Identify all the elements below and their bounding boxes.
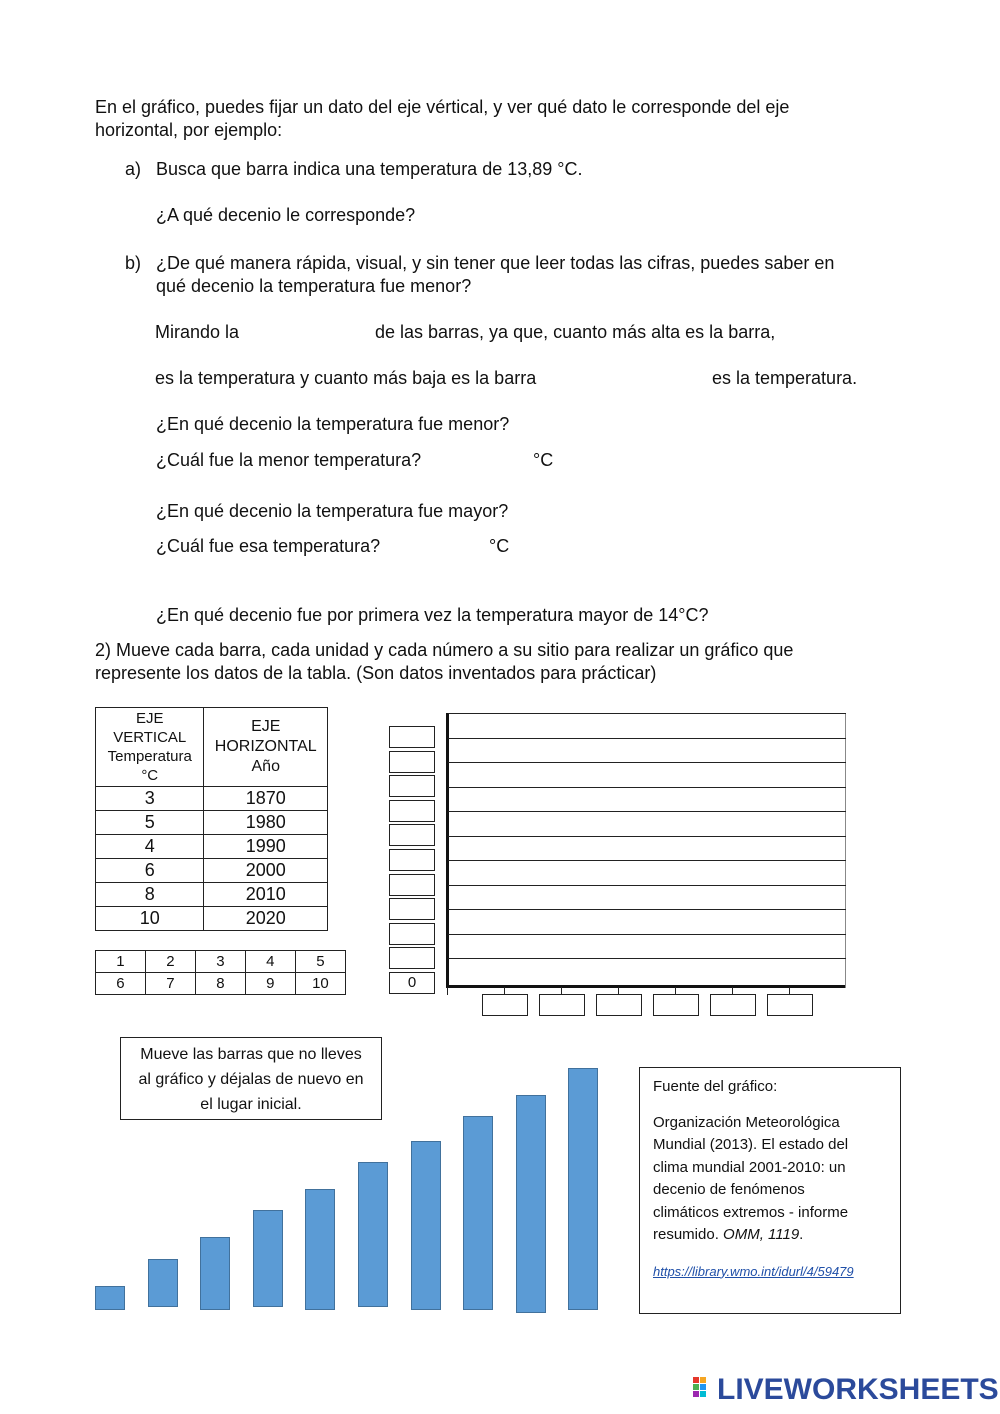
source-line: Organización Meteorológica <box>653 1113 840 1131</box>
chart-gridline <box>448 860 846 861</box>
unit-celsius-2: °C <box>489 536 510 556</box>
y-label-slot[interactable] <box>389 751 435 773</box>
number-tile[interactable]: 6 <box>96 973 146 995</box>
y-label-zero: 0 <box>389 972 435 994</box>
table-cell: 1990 <box>204 835 328 859</box>
answer-blank-1[interactable] <box>250 318 368 344</box>
instruction-line: al gráfico y déjalas de nuevo en <box>138 1071 364 1088</box>
chart-gridline <box>448 713 846 714</box>
source-line: climáticos extremos - informe <box>653 1203 849 1221</box>
draggable-bar[interactable] <box>358 1162 388 1307</box>
liveworksheets-logo-icon <box>693 1377 715 1401</box>
answer-blank-2[interactable] <box>566 364 706 390</box>
table-cell: 3 <box>96 787 204 811</box>
y-label-slot[interactable] <box>389 726 435 748</box>
instruction-line: el lugar inicial. <box>200 1096 302 1113</box>
table-row <box>96 859 328 883</box>
table-header-vertical: EJE VERTICAL Temperatura °C <box>96 708 204 787</box>
x-label-slot[interactable] <box>482 994 528 1016</box>
question-b-label: b) <box>125 253 142 273</box>
table-row <box>96 787 328 811</box>
number-tile[interactable]: 4 <box>245 951 295 973</box>
source-line: resumido. OMM, 1119. <box>653 1226 804 1243</box>
x-label-slot[interactable] <box>710 994 756 1016</box>
draggable-bar[interactable] <box>516 1095 546 1313</box>
table-row <box>96 883 328 907</box>
question-primera-vez: ¿En qué decenio fue por primera vez la temperatura mayor de 14°C? <box>156 605 709 625</box>
table-row <box>96 907 328 931</box>
table-row <box>96 835 328 859</box>
x-axis-tick <box>561 987 562 995</box>
instruction-box <box>120 1037 382 1120</box>
y-label-slot[interactable] <box>389 849 435 871</box>
question-mayor-decenio: ¿En qué decenio la temperatura fue mayor? <box>156 501 509 521</box>
x-axis-tick <box>789 987 790 995</box>
number-tiles-table <box>95 950 346 995</box>
x-axis-tick <box>447 987 448 995</box>
fill-sentence-2-end: es la temperatura. <box>712 368 858 388</box>
x-axis-tick <box>675 987 676 995</box>
liveworksheets-logo-text: LIVEWORKSHEETS <box>717 1373 999 1406</box>
table-cell: 4 <box>96 835 204 859</box>
number-tile[interactable]: 2 <box>145 951 195 973</box>
x-axis-tick <box>504 987 505 995</box>
y-label-slot[interactable] <box>389 898 435 920</box>
question-mayor-temp: ¿Cuál fue esa temperatura? <box>156 536 381 556</box>
chart-gridline <box>448 934 846 935</box>
y-label-slot[interactable] <box>389 874 435 896</box>
source-link[interactable]: https://library.wmo.int/idurl/4/59479 <box>653 1263 854 1279</box>
data-table <box>95 707 328 931</box>
draggable-bar[interactable] <box>463 1116 493 1310</box>
source-line: Mundial (2013). El estado del <box>653 1136 849 1153</box>
question-a-text: Busca que barra indica una temperatura de 13,89 °C. <box>156 159 583 179</box>
chart-gridline <box>448 836 846 837</box>
chart-gridline <box>448 738 846 739</box>
number-tile[interactable]: 7 <box>145 973 195 995</box>
table-cell: 1980 <box>204 811 328 835</box>
chart-gridline <box>448 958 846 959</box>
number-tile[interactable]: 9 <box>245 973 295 995</box>
chart-right-border <box>845 713 846 988</box>
question-a-sub: ¿A qué decenio le corresponde? <box>156 205 416 225</box>
chart-gridline <box>448 885 846 886</box>
draggable-bar[interactable] <box>148 1259 178 1307</box>
answer-blank-mayor-decenio[interactable] <box>540 497 660 523</box>
table-cell: 10 <box>96 907 204 931</box>
y-label-slot[interactable] <box>389 775 435 797</box>
answer-blank-menor-temp[interactable] <box>444 446 530 472</box>
source-line: decenio de fenómenos <box>653 1181 805 1198</box>
table-cell: 8 <box>96 883 204 907</box>
instruction-line: Mueve las barras que no lleves <box>140 1046 362 1063</box>
x-label-slot[interactable] <box>596 994 642 1016</box>
chart-gridline <box>448 909 846 910</box>
number-tile[interactable]: 10 <box>295 973 345 995</box>
intro-line-1: En el gráfico, puedes fijar un dato del eje vértical, y ver qué dato le corresponde del eje <box>95 97 790 117</box>
x-label-slot[interactable] <box>653 994 699 1016</box>
number-tile[interactable]: 8 <box>195 973 245 995</box>
x-label-slot[interactable] <box>539 994 585 1016</box>
chart-y-axis <box>446 713 449 987</box>
table-cell: 2010 <box>204 883 328 907</box>
question-menor-decenio: ¿En qué decenio la temperatura fue menor? <box>156 414 510 434</box>
draggable-bar[interactable] <box>568 1068 598 1310</box>
draggable-bar[interactable] <box>200 1237 230 1310</box>
question-b-line-2: qué decenio la temperatura fue menor? <box>156 276 472 296</box>
x-axis-tick <box>732 987 733 995</box>
draggable-bar[interactable] <box>305 1189 335 1310</box>
x-label-slot[interactable] <box>767 994 813 1016</box>
source-box <box>639 1067 901 1314</box>
answer-blank-mayor-temp[interactable] <box>400 532 486 558</box>
table-cell: 5 <box>96 811 204 835</box>
chart-gridline <box>448 787 846 788</box>
chart-x-axis <box>446 985 846 988</box>
table-cell: 2020 <box>204 907 328 931</box>
question-menor-temp: ¿Cuál fue la menor temperatura? <box>156 450 422 470</box>
number-tile[interactable]: 5 <box>295 951 345 973</box>
fill-sentence-2-start: es la temperatura y cuanto más baja es la barra <box>155 368 537 388</box>
draggable-bar[interactable] <box>411 1141 441 1310</box>
table-row <box>96 811 328 835</box>
question-a-label: a) <box>125 159 142 179</box>
unit-celsius-1: °C <box>533 450 554 470</box>
question-b-line-1: ¿De qué manera rápida, visual, y sin tener que leer todas las cifras, puedes saber en <box>156 253 835 273</box>
number-tile[interactable]: 1 <box>96 951 146 973</box>
y-label-slot[interactable] <box>389 947 435 969</box>
table-cell: 1870 <box>204 787 328 811</box>
fill-sentence-1-start: Mirando la <box>155 322 240 342</box>
table-header-horizontal: EJE HORIZONTAL Año <box>204 708 328 787</box>
fill-sentence-1-end: de las barras, ya que, cuanto más alta es la barra, <box>375 322 776 342</box>
x-axis-tick <box>618 987 619 995</box>
draggable-bar[interactable] <box>253 1210 283 1307</box>
table-cell: 6 <box>96 859 204 883</box>
source-title: Fuente del gráfico: <box>653 1078 778 1095</box>
y-label-slot[interactable] <box>389 824 435 846</box>
chart-gridline <box>448 811 846 812</box>
y-label-slot[interactable] <box>389 923 435 945</box>
table-cell: 2000 <box>204 859 328 883</box>
intro-line-2: horizontal, por ejemplo: <box>95 120 283 140</box>
draggable-bar[interactable] <box>95 1286 125 1310</box>
y-label-slot[interactable] <box>389 800 435 822</box>
task-2-line-2: represente los datos de la tabla. (Son datos inventados para prácticar) <box>95 663 657 683</box>
task-2-line-1: 2) Mueve cada barra, cada unidad y cada número a su sitio para realizar un gráfico que <box>95 640 794 660</box>
source-line: clima mundial 2001-2010: un <box>653 1158 846 1176</box>
chart-gridline <box>448 762 846 763</box>
answer-blank-menor-decenio[interactable] <box>540 410 660 436</box>
number-tile[interactable]: 3 <box>195 951 245 973</box>
